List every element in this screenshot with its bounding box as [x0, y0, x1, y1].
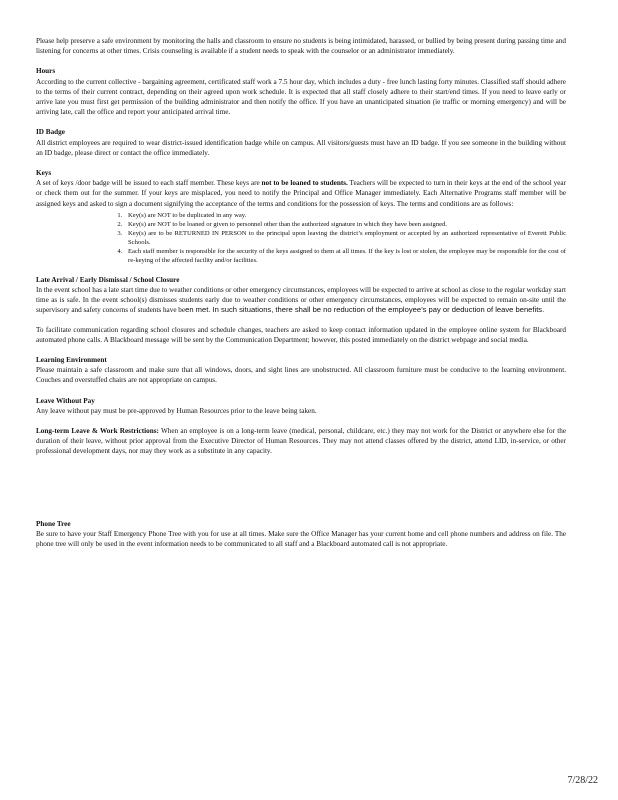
hours-paragraph: According to the current collective - bargaining agreement, certificated staff work a 7.5 hour day, which includes a duty - free lunch lasting forty minutes. Classified staff should adhere to the terms of their current contract, depending on their agreed upon work schedule. It is expected that all staff closely adhere to their start/end times. If you need to leave early or arrive late you must first get permission of the building administrator and then notify the office. If you have an unanticipated situation (ie traffic or morning emergency) and will be arriving late, call the office and report your anticipated arrival time. — [36, 77, 566, 117]
communication-paragraph: To facilitate communication regarding school closures and schedule changes, teachers are asked to keep contact information updated in the employee online system for Blackboard automated phone calls. A Blackboard message will be sent by the Communication Department; however, this posted immediately on the district webpage and social media. — [36, 325, 566, 344]
long-term-leave-text: When an employee is on a long-term leave (medical, personal, childcare, etc.) they may not work for the District or anywhere else for the duration of their leave, without prior approval from the Executive Director of Human Resources. They may not attend classes offered by the district, attend LID, in-service, or other professional development days, nor may they work as a substitute in any capacity. — [36, 427, 567, 456]
late-arrival-text-a: In the event school has a late start time due to weather conditions or other emergency circumstances, employees will be expected to arrive at school as close to the regular workday start time as is safe. In the event school(s) dismisses students early due to weather conditions or other emergency circumstances, employees will be expected to remain on-site until the supervisory and safety concerns of students have be — [36, 286, 566, 315]
list-item: 1. Key(s) are NOT to be duplicated in any way. — [124, 211, 566, 220]
phone-tree-paragraph: Be sure to have your Staff Emergency Phone Tree with you for use at all times. Make sure the Office Manager has your current home and cell phone numbers and address on file. The phone tree will only be used in the event information needs to be communicated to all staff and a Blackboard automated call is not appropriate. — [36, 529, 566, 549]
id-badge-heading: ID Badge — [36, 128, 65, 137]
learning-environment-section — [36, 355, 566, 386]
late-arrival-text-b: en met. In such situations, there shall be no reduction of the employee’s pay or deduction of leave benefits. — [185, 305, 545, 315]
page-number: 7/28/22 — [567, 775, 598, 786]
list-item: 2. Key(s) are NOT to be loaned or given to personnel other than the authorized signature in which they have been assigned. — [124, 220, 566, 229]
blank-space — [36, 467, 566, 519]
list-item: 4. Each staff member is responsible for the security of the keys assigned to them at all times. If the key is lost or stolen, the employee may be responsible for the cost of re-keying of the affected facility and/or facilities. — [124, 247, 566, 265]
keys-text-a: A set of keys /door badge will be issued to each staff member. These keys are — [36, 179, 262, 188]
keys-terms-list — [36, 211, 566, 265]
phone-tree-heading: Phone Tree — [36, 519, 71, 528]
id-badge-section — [36, 127, 566, 158]
leave-without-pay-paragraph: Any leave without pay must be pre-approved by Human Resources prior to the leave being taken. — [36, 406, 317, 415]
intro-paragraph: Please help preserve a safe environment by monitoring the halls and classroom to ensure no students is being intimidated, harassed, or bullied by being present during passing time and listening for concerns at other times. Crisis counseling is available if a student needs to speak with the counselor or an administrator immediately. — [36, 37, 566, 56]
list-item: 3. Key(s) are to be RETURNED IN PERSON to the principal upon leaving the district’s employment or accepted by an authorized representative of Everett Public Schools. — [124, 229, 566, 247]
late-arrival-section — [36, 275, 566, 345]
leave-without-pay-heading: Leave Without Pay — [36, 396, 95, 405]
id-badge-paragraph: All district employees are required to wear district-issued identification badge while on campus. All visitors/guests must have an ID badge. If you see someone in the building without an ID badge, please direct or contact the office immediately. — [36, 138, 566, 157]
phone-tree-section — [36, 519, 566, 550]
late-arrival-paragraph — [36, 285, 566, 316]
long-term-leave-paragraph — [36, 426, 566, 457]
keys-heading: Keys — [36, 169, 52, 178]
intro-section — [36, 36, 566, 56]
hours-heading: Hours — [36, 67, 56, 76]
long-term-leave-section — [36, 426, 566, 457]
long-term-leave-heading: Long-term Leave & Work Restrictions: — [36, 427, 159, 436]
hours-section — [36, 66, 566, 117]
learning-environment-paragraph: Please maintain a safe classroom and make sure that all windows, doors, and sight lines are unobstructed. All classroom furniture must be conducive to the learning environment. Couches and overstuffed chairs are not appropriate on campus. — [36, 366, 566, 385]
keys-text-b: Teachers will be expected to turn in their keys at the end of the school year or check them out for the summer. If your keys are misplaced, you need to notify the Principal and Office Manager immediately. Each Alternative Programs staff member will be assigned keys and asked to sign a document signifying the acceptance of the terms and conditions for the possession of keys. The terms and conditions are as follows: — [36, 179, 566, 208]
late-arrival-heading: Late Arrival / Early Dismissal / School Closure — [36, 275, 180, 284]
learning-environment-heading: Learning Environment — [36, 356, 107, 365]
keys-paragraph — [36, 178, 566, 209]
leave-without-pay-section — [36, 396, 566, 416]
keys-section — [36, 168, 566, 265]
keys-text-bold: not to be loaned to students. — [261, 179, 348, 188]
